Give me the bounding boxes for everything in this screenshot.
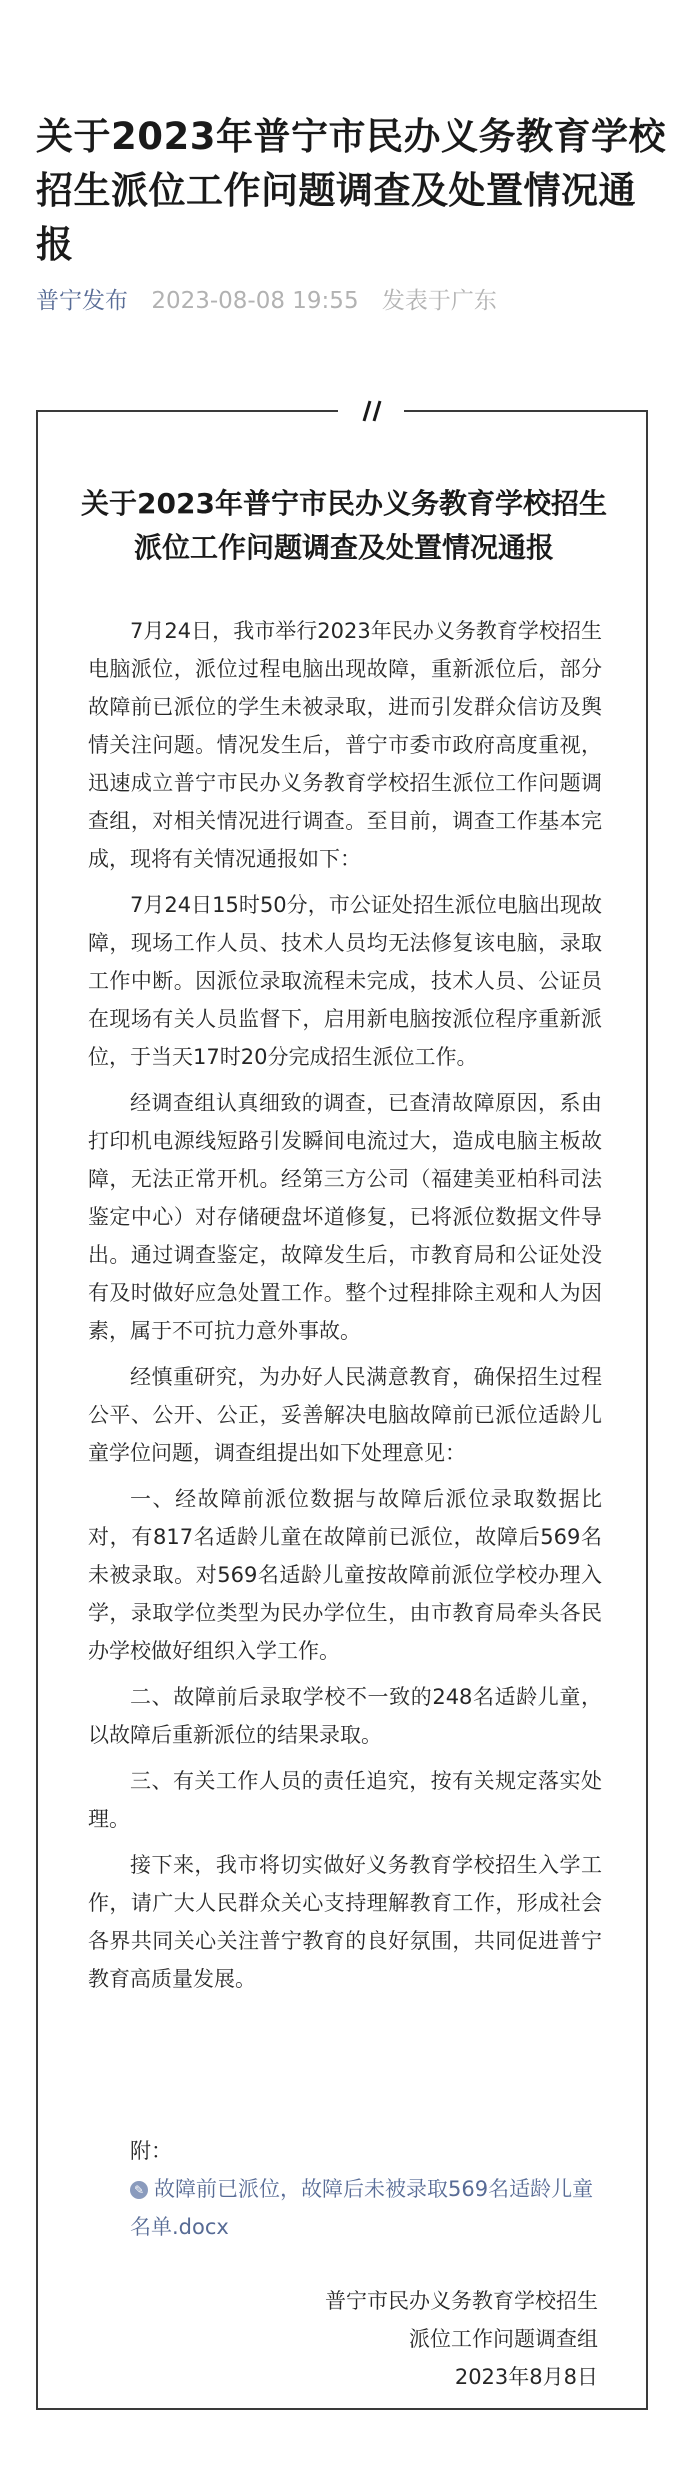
notice-paragraph: 三、有关工作人员的责任追究，按有关规定落实处理。 xyxy=(88,1769,602,1831)
notice-frame xyxy=(36,410,648,2410)
signature-org-line2: 派位工作问题调查组 xyxy=(409,2327,598,2351)
attachment-section xyxy=(88,2132,602,2246)
notice-paragraph: 二、故障前后录取学校不一致的248名适龄儿童，以故障后重新派位的结果录取。 xyxy=(88,1685,602,1747)
attachment-file-link[interactable] xyxy=(88,2170,602,2246)
notice-paragraph: 7月24日15时50分，市公证处招生派位电脑出现故障，现场工作人员、技术人员均无法修复该电脑，录取工作中断。因派位录取流程未完成，技术人员、公证员在现场有关人员监督下，启用新电脑按派位程序重新派位，于当天17时20分完成招生派位工作。 xyxy=(88,893,602,1069)
notice-paragraph: 一、经故障前派位数据与故障后派位录取数据比对，有817名适龄儿童在故障前已派位，故障后569名未被录取。对569名适龄儿童按故障前派位学校办理入学，录取学位类型为民办学位生，由市教育局牵头各民办学校做好组织入学工作。 xyxy=(88,1487,602,1663)
signature-org-line1: 普宁市民办义务教育学校招生 xyxy=(325,2289,598,2313)
article-meta xyxy=(36,286,676,316)
attachment-file-name[interactable]: 故障前已派位，故障后未被录取569名适龄儿童名单.docx xyxy=(130,2177,594,2239)
double-slash-icon xyxy=(338,396,404,426)
signature-date: 2023年8月8日 xyxy=(454,2365,598,2389)
publish-time: 2023-08-08 19:55 xyxy=(151,288,359,314)
notice-title: 关于2023年普宁市民办义务教育学校招生派位工作问题调查及处置情况通报 xyxy=(81,487,607,564)
attachment-label: 附： xyxy=(130,2139,172,2163)
notice-paragraph: 接下来，我市将切实做好义务教育学校招生入学工作，请广大人民群众关心支持理解教育工作，形成社会各界共同关心关注普宁教育的良好氛围，共同促进普宁教育高质量发展。 xyxy=(88,1853,602,1991)
notice-paragraph: 经调查组认真细致的调查，已查清故障原因，系由打印机电源线短路引发瞬间电流过大，造成电脑主板故障，无法正常开机。经第三方公司（福建美亚柏科司法鉴定中心）对存储硬盘坏道修复，已将派位数据文件导出。通过调查鉴定，故障发生后，市教育局和公证处没有及时做好应急处置工作。整个过程排除主观和人为因素，属于不可抗力意外事故。 xyxy=(88,1091,602,1343)
account-name-link[interactable]: 普宁发布 xyxy=(36,288,128,314)
publish-location: 发表于广东 xyxy=(381,288,497,314)
doc-file-icon: ✎ xyxy=(130,2181,148,2199)
article-title: 关于2023年普宁市民办义务教育学校招生派位工作问题调查及处置情况通报 xyxy=(36,115,666,266)
notice-body xyxy=(88,612,602,2006)
notice-paragraph: 7月24日，我市举行2023年民办义务教育学校招生电脑派位，派位过程电脑出现故障，重新派位后，部分故障前已派位的学生未被录取，进而引发群众信访及舆情关注问题。情况发生后，普宁市委市政府高度重视，迅速成立普宁市民办义务教育学校招生派位工作问题调查组，对相关情况进行调查。至目前，调查工作基本完成，现将有关情况通报如下： xyxy=(88,619,602,871)
notice-paragraph: 经慎重研究，为办好人民满意教育，确保招生过程公平、公开、公正，妥善解决电脑故障前已派位适龄儿童学位问题，调查组提出如下处理意见： xyxy=(88,1365,602,1465)
signature-block xyxy=(258,2282,598,2396)
